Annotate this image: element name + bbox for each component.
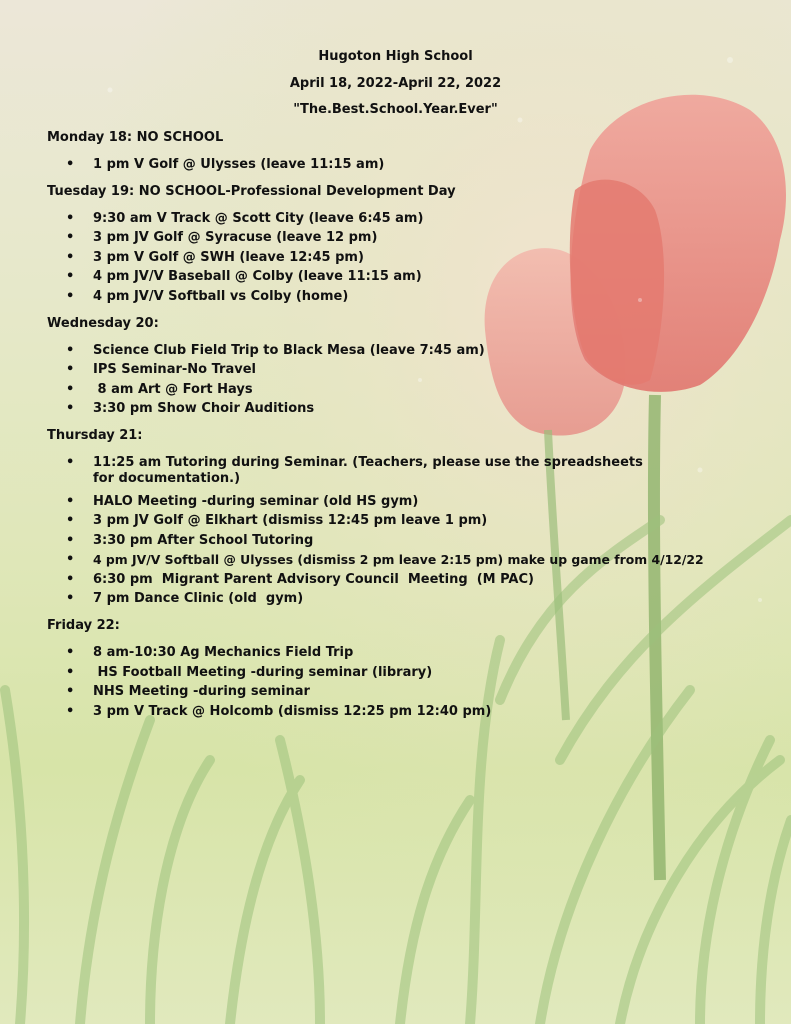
date-range: April 18, 2022-April 22, 2022: [289, 76, 502, 91]
list-item: • 3 pm JV Golf @ Syracuse (leave 12 pm): [66, 230, 378, 245]
list-item: • 4 pm JV/V Softball vs Colby (home): [66, 289, 349, 304]
bullet-icon: •: [66, 645, 75, 660]
list-item: • NHS Meeting -during seminar: [66, 684, 310, 699]
bullet-icon: •: [66, 704, 75, 719]
day-heading: Thursday 21:: [47, 428, 143, 443]
list-item: • 8 am-10:30 Ag Mechanics Field Trip: [66, 645, 354, 660]
bullet-icon: •: [66, 269, 75, 284]
motto: "The.Best.School.Year.Ever": [293, 102, 498, 117]
bullet-icon: •: [66, 513, 75, 528]
list-item: • 3:30 pm After School Tutoring: [66, 533, 314, 548]
bullet-icon: •: [66, 572, 75, 587]
list-item: • 3 pm JV Golf @ Elkhart (dismiss 12:45 pm leave 1 pm): [66, 513, 488, 528]
bullet-icon: •: [66, 533, 75, 548]
list-item: • 8 am Art @ Fort Hays: [66, 382, 253, 397]
list-item: • 6:30 pm Migrant Parent Advisory Council Meeting (M PAC): [66, 572, 534, 587]
bullet-icon: •: [66, 665, 75, 680]
bullet-icon: •: [66, 230, 75, 245]
bullet-icon: •: [66, 362, 75, 377]
list-item: • 3:30 pm Show Choir Auditions: [66, 401, 315, 416]
list-item: • HS Football Meeting -during seminar (library): [66, 665, 433, 680]
bullet-icon: •: [66, 382, 75, 397]
bullet-icon: •: [66, 343, 75, 358]
bullet-icon: •: [66, 157, 75, 172]
list-item: • 9:30 am V Track @ Scott City (leave 6:45 am): [66, 211, 424, 226]
list-item: • 4 pm JV/V Baseball @ Colby (leave 11:15 am): [66, 269, 422, 284]
bullet-icon: •: [66, 552, 75, 567]
day-heading: Wednesday 20:: [47, 316, 159, 331]
day-heading: Monday 18: NO SCHOOL: [47, 130, 224, 145]
bullet-icon: •: [66, 250, 75, 265]
day-heading: Tuesday 19: NO SCHOOL-Professional Development Day: [47, 184, 456, 199]
bullet-icon: •: [66, 684, 75, 699]
list-item: • IPS Seminar-No Travel: [66, 362, 256, 377]
bullet-icon: •: [66, 591, 75, 606]
list-item: • 3 pm V Track @ Holcomb (dismiss 12:25 pm 12:40 pm): [66, 704, 492, 719]
list-item: • 11:25 am Tutoring during Seminar. (Teachers, please use the spreadsheets for documentation.): [66, 455, 643, 486]
list-item: • 7 pm Dance Clinic (old gym): [66, 591, 304, 606]
bullet-icon: •: [66, 494, 75, 509]
bullet-icon: •: [66, 289, 75, 304]
school-title: Hugoton High School: [318, 49, 473, 64]
list-item: • HALO Meeting -during seminar (old HS gym): [66, 494, 419, 509]
bullet-icon: •: [66, 401, 75, 416]
bullet-icon: •: [66, 455, 75, 470]
list-item: • 3 pm V Golf @ SWH (leave 12:45 pm): [66, 250, 364, 265]
list-item: • 4 pm JV/V Softball @ Ulysses (dismiss 2 pm leave 2:15 pm) make up game from 4/12/22: [66, 552, 704, 567]
bullet-icon: •: [66, 211, 75, 226]
day-heading: Friday 22:: [47, 618, 120, 633]
list-item: • Science Club Field Trip to Black Mesa (leave 7:45 am): [66, 343, 485, 358]
list-item: • 1 pm V Golf @ Ulysses (leave 11:15 am): [66, 157, 385, 172]
